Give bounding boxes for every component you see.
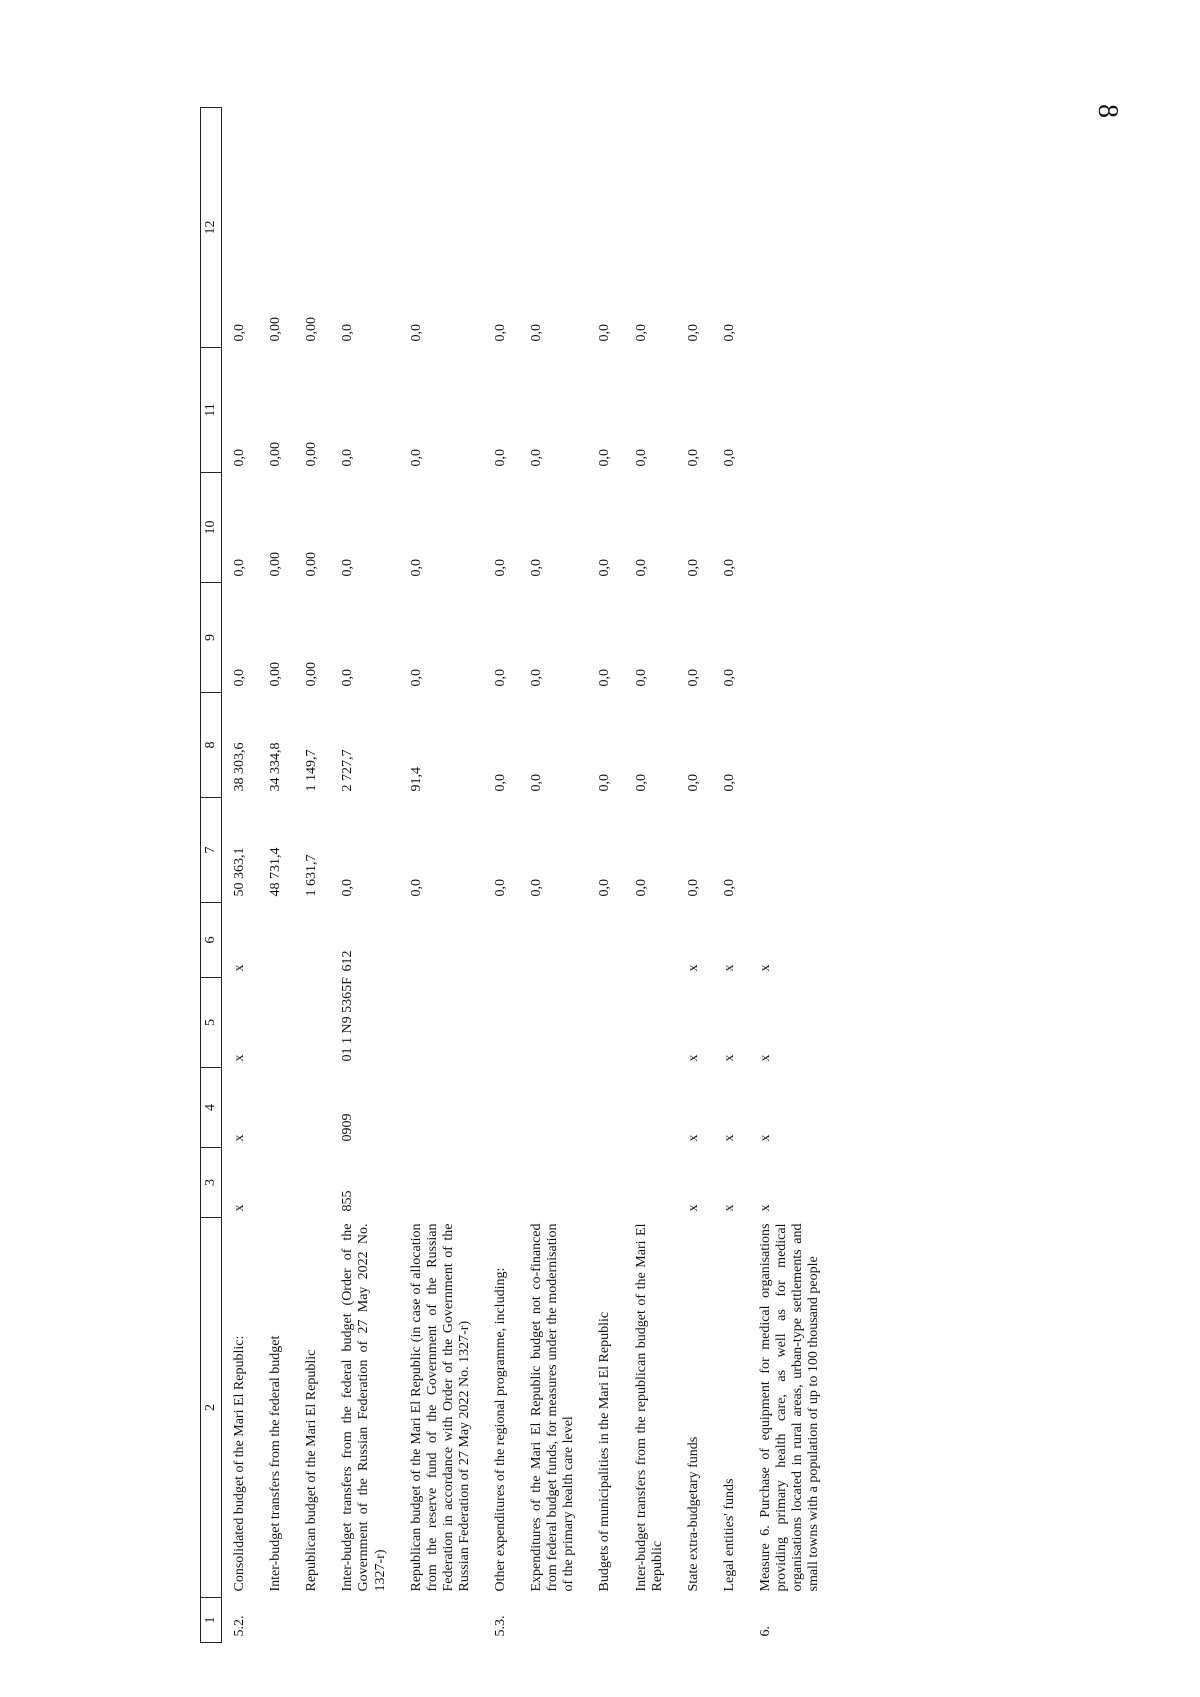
table-cell [748, 798, 832, 903]
table-cell: 48 731,4 [268, 847, 284, 897]
table-cell [519, 978, 587, 1068]
table-cell: 0,0 [597, 774, 613, 792]
table-cell: 0,0 [340, 559, 356, 577]
table-cell: x [685, 1204, 701, 1212]
table-cell [587, 903, 623, 978]
row-number: 5.3. [493, 1615, 509, 1637]
table-cell [294, 903, 330, 978]
table-cell [399, 1068, 483, 1148]
table-row [748, 108, 832, 1643]
table-cell: 0,0 [529, 559, 545, 577]
column-header: 5 [201, 978, 222, 1068]
table-cell: 0,0 [408, 669, 424, 687]
table-row [483, 108, 519, 1643]
table-cell: 855 [340, 1190, 356, 1212]
table-cell: 0,0 [597, 669, 613, 687]
rotated-table-container [200, 108, 1000, 1643]
table-cell [748, 693, 832, 798]
table-cell: 0,0 [493, 774, 509, 792]
table-cell: 0,0 [340, 669, 356, 687]
row-description: Republican budget of the Mari El Republic (in case of allocation from the reserve fund of the Government of the Russian Federation in accordance with Order of the Government of the Russian Federation of 27 May 2022 No. 1327-r) [408, 1223, 472, 1592]
table-cell [483, 1148, 519, 1218]
table-cell: 0,0 [721, 669, 737, 687]
column-header: 4 [201, 1068, 222, 1148]
row-description: Inter-budget transfers from the federal budget (Order of the Government of the Russian Federation of 27 May 2022 No. 1327-r) [340, 1223, 388, 1592]
table-cell: 612 [340, 950, 356, 972]
row-description: Republican budget of the Mari El Republic [304, 1349, 320, 1592]
row-description: Expenditures of the Mari El Republic budget not co-financed from federal budget funds, for measures under the modernisation of the primary health care level [529, 1223, 577, 1592]
table-cell [748, 108, 832, 348]
table-row [222, 108, 259, 1643]
table-cell [748, 473, 832, 583]
table-cell: 0,0 [721, 559, 737, 577]
table-cell [519, 903, 587, 978]
table-cell: 0,0 [232, 449, 248, 467]
table-row [258, 108, 294, 1643]
table-cell: x [685, 1134, 701, 1142]
table-cell [294, 978, 330, 1068]
table-cell: 0,0 [721, 449, 737, 467]
table-cell [624, 1148, 676, 1218]
row-number: 6. [757, 1626, 773, 1637]
header-row [201, 108, 222, 1643]
table-cell [748, 583, 832, 693]
table-cell: x [232, 1054, 248, 1062]
table-cell: x [721, 1134, 737, 1142]
table-cell: 0,0 [597, 559, 613, 577]
table-row [519, 108, 587, 1643]
column-header: 9 [201, 583, 222, 693]
row-number [258, 1598, 294, 1643]
table-cell: 0,0 [340, 324, 356, 342]
table-cell: 0,0 [633, 324, 649, 342]
table-cell: 0,00 [268, 662, 284, 687]
table-cell [748, 348, 832, 473]
column-header: 10 [201, 473, 222, 583]
table-cell: x [721, 1204, 737, 1212]
table-cell: 0,00 [304, 662, 320, 687]
table-cell [399, 1148, 483, 1218]
table-cell [483, 978, 519, 1068]
table-cell: 0,0 [633, 559, 649, 577]
table-cell: x [685, 1054, 701, 1062]
column-header: 1 [201, 1598, 222, 1643]
table-cell: 0,00 [268, 442, 284, 467]
table-cell [483, 903, 519, 978]
column-header: 2 [201, 1218, 222, 1598]
table-row [330, 108, 398, 1643]
row-description: Budgets of municipalities in the Mari El Republic [597, 1311, 613, 1592]
row-description: Legal entities' funds [721, 1478, 737, 1592]
table-cell: 0,0 [633, 449, 649, 467]
table-cell: 0,0 [685, 324, 701, 342]
table-cell: x [757, 964, 773, 972]
table-cell: 0,0 [597, 324, 613, 342]
table-cell: 38 303,6 [232, 742, 248, 792]
column-header: 6 [201, 903, 222, 978]
table-cell [519, 1148, 587, 1218]
row-description: Consolidated budget of the Mari El Republic: [232, 1335, 248, 1592]
table-cell: 0,0 [232, 669, 248, 687]
table-cell: 91,4 [408, 767, 424, 792]
budget-table [200, 107, 832, 1643]
table-cell [258, 1148, 294, 1218]
row-number [399, 1598, 483, 1643]
table-cell [483, 1068, 519, 1148]
table-cell: 0,0 [408, 559, 424, 577]
row-number [587, 1598, 623, 1643]
table-cell [624, 1068, 676, 1148]
table-cell: 0,0 [633, 774, 649, 792]
table-cell [399, 903, 483, 978]
table-cell: 0,0 [633, 879, 649, 897]
table-cell: 1 631,7 [304, 854, 320, 897]
row-number: 5.2. [232, 1615, 248, 1637]
table-cell: 0,00 [304, 317, 320, 342]
table-cell: 0,0 [493, 559, 509, 577]
table-cell: 0,0 [529, 669, 545, 687]
row-description: Inter-budget transfers from the republican budget of the Mari El Republic [633, 1223, 665, 1592]
table-cell: 0,0 [721, 879, 737, 897]
table-cell: 0,0 [493, 449, 509, 467]
table-cell: x [757, 1054, 773, 1062]
table-cell: 0,0 [685, 669, 701, 687]
table-row [399, 108, 483, 1643]
table-cell [258, 903, 294, 978]
table-cell: 0,0 [529, 324, 545, 342]
row-description: Other expenditures of the regional programme, including: [493, 1267, 509, 1592]
table-cell: 1 149,7 [304, 749, 320, 792]
table-row [294, 108, 330, 1643]
column-header: 7 [201, 798, 222, 903]
table-cell: 0,0 [721, 324, 737, 342]
table-cell: 01 1 N9 5365F [340, 977, 356, 1062]
table-cell: 0,0 [493, 324, 509, 342]
table-cell: 0,0 [493, 669, 509, 687]
row-number [624, 1598, 676, 1643]
table-row [676, 108, 712, 1643]
table-cell: x [685, 964, 701, 972]
row-number [330, 1598, 398, 1643]
row-number [676, 1598, 712, 1643]
table-cell: 0,00 [304, 442, 320, 467]
table-cell: 0,0 [408, 324, 424, 342]
table-cell: 0,0 [340, 449, 356, 467]
table-cell [587, 1148, 623, 1218]
row-number [712, 1598, 748, 1643]
table-row [587, 108, 623, 1643]
table-cell: 0,0 [633, 669, 649, 687]
table-row [624, 108, 676, 1643]
column-header: 12 [201, 108, 222, 348]
table-cell: 0,00 [268, 317, 284, 342]
table-cell: 0,0 [529, 449, 545, 467]
table-cell [258, 1068, 294, 1148]
table-cell [519, 1068, 587, 1148]
column-header: 11 [201, 348, 222, 473]
table-cell: x [721, 964, 737, 972]
table-cell [399, 978, 483, 1068]
table-cell: 0,0 [408, 879, 424, 897]
column-header: 8 [201, 693, 222, 798]
table-cell [624, 978, 676, 1068]
table-cell: 34 334,8 [268, 742, 284, 792]
column-header: 3 [201, 1148, 222, 1218]
table-cell: 0,0 [597, 879, 613, 897]
table-cell: 0,0 [493, 879, 509, 897]
table-cell: x [232, 1204, 248, 1212]
table-cell: 2 727,7 [340, 749, 356, 792]
table-cell: 0,0 [232, 324, 248, 342]
row-number [294, 1598, 330, 1643]
row-description: Inter-budget transfers from the federal budget [268, 1335, 284, 1592]
table-cell [294, 1148, 330, 1218]
row-description: State extra-budgetary funds [685, 1436, 701, 1592]
table-cell: 0,0 [685, 559, 701, 577]
table-cell [587, 978, 623, 1068]
table-cell: 0909 [340, 1113, 356, 1142]
table-cell: x [232, 964, 248, 972]
table-row [712, 108, 748, 1643]
table-cell: x [757, 1204, 773, 1212]
table-cell: 0,0 [529, 879, 545, 897]
table-cell: 0,0 [721, 774, 737, 792]
row-description: Measure 6. Purchase of equipment for medical organisations providing primary health care, as well as for medical organisations located in rural areas, urban-type settlements and small towns with a population of up to 100 thousand people [757, 1223, 822, 1592]
table-cell: x [232, 1134, 248, 1142]
table-cell: 0,0 [685, 449, 701, 467]
table-cell: x [721, 1054, 737, 1062]
table-cell: 0,0 [232, 559, 248, 577]
table-cell: 0,00 [268, 552, 284, 577]
table-cell [258, 978, 294, 1068]
table-cell: 0,0 [340, 879, 356, 897]
table-cell: 0,00 [304, 552, 320, 577]
page-number: 8 [1092, 104, 1123, 118]
table-cell: 0,0 [685, 879, 701, 897]
table-cell [624, 903, 676, 978]
row-number [519, 1598, 587, 1643]
table-cell: 50 363,1 [232, 847, 248, 897]
table-cell: 0,0 [529, 774, 545, 792]
table-cell: 0,0 [685, 774, 701, 792]
table-cell [587, 1068, 623, 1148]
table-cell: 0,0 [408, 449, 424, 467]
table-cell [294, 1068, 330, 1148]
table-cell: 0,0 [597, 449, 613, 467]
table-cell: x [757, 1134, 773, 1142]
